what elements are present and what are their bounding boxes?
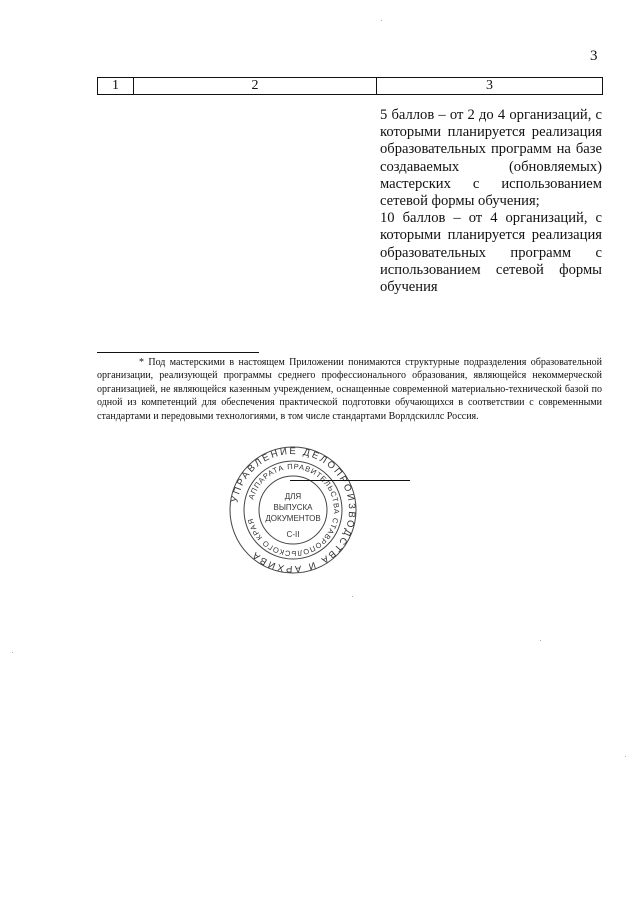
criteria-text xyxy=(380,107,602,296)
criteria-paragraph: 10 баллов – от 4 организаций, с которыми планируется реализация образовательных программ с использованием сетевой формы обучения xyxy=(380,210,602,296)
stamp-outer-text: УПРАВЛЕНИЕ ДЕЛОПРОИЗВОДСТВА И АРХИВА xyxy=(229,445,358,575)
criteria-paragraph: 5 баллов – от 2 до 4 организаций, с которыми планируется реализация образовательных программ на базе создаваемых (обновляемых) мастерских с использованием сетевой формы обучения; xyxy=(380,107,602,210)
signature-line xyxy=(290,480,410,481)
scan-speck xyxy=(540,640,541,641)
official-stamp xyxy=(228,445,358,575)
footnote: * Под мастерскими в настоящем Приложении понимаются структурные подразделения образовательной организации, реализующей программы среднего профессионального образования, являющейся некоммерческой организацией, не являющейся казенным учреждением, оснащенные современной материально-технической базой по одной из компетенций для обеспечения практической подготовки обучающихся в соответствии с современными стандартами и передовыми технологиями, в том числе стандартами Ворлдскиллс Россия. xyxy=(97,357,602,422)
scan-speck xyxy=(381,20,382,21)
stamp-inner-text: АППАРАТА ПРАВИТЕЛЬСТВА СТАВРОПОЛЬСКОГО КРАЯ xyxy=(245,461,342,559)
page-number: 3 xyxy=(590,48,598,64)
scan-speck xyxy=(625,756,626,757)
table-header-col-2: 2 xyxy=(134,78,377,95)
stamp-code: С-II xyxy=(286,530,300,539)
scan-speck xyxy=(12,652,13,653)
table-header-row xyxy=(97,77,603,95)
footnote-divider xyxy=(97,352,259,353)
stamp-center-line: ДОКУМЕНТОВ xyxy=(265,514,321,523)
stamp-center-line: ВЫПУСКА xyxy=(273,503,313,512)
table-header-col-1: 1 xyxy=(98,78,134,95)
table-header-col-3: 3 xyxy=(377,78,603,95)
stamp-center-line: ДЛЯ xyxy=(284,492,302,501)
scan-speck xyxy=(352,596,353,597)
